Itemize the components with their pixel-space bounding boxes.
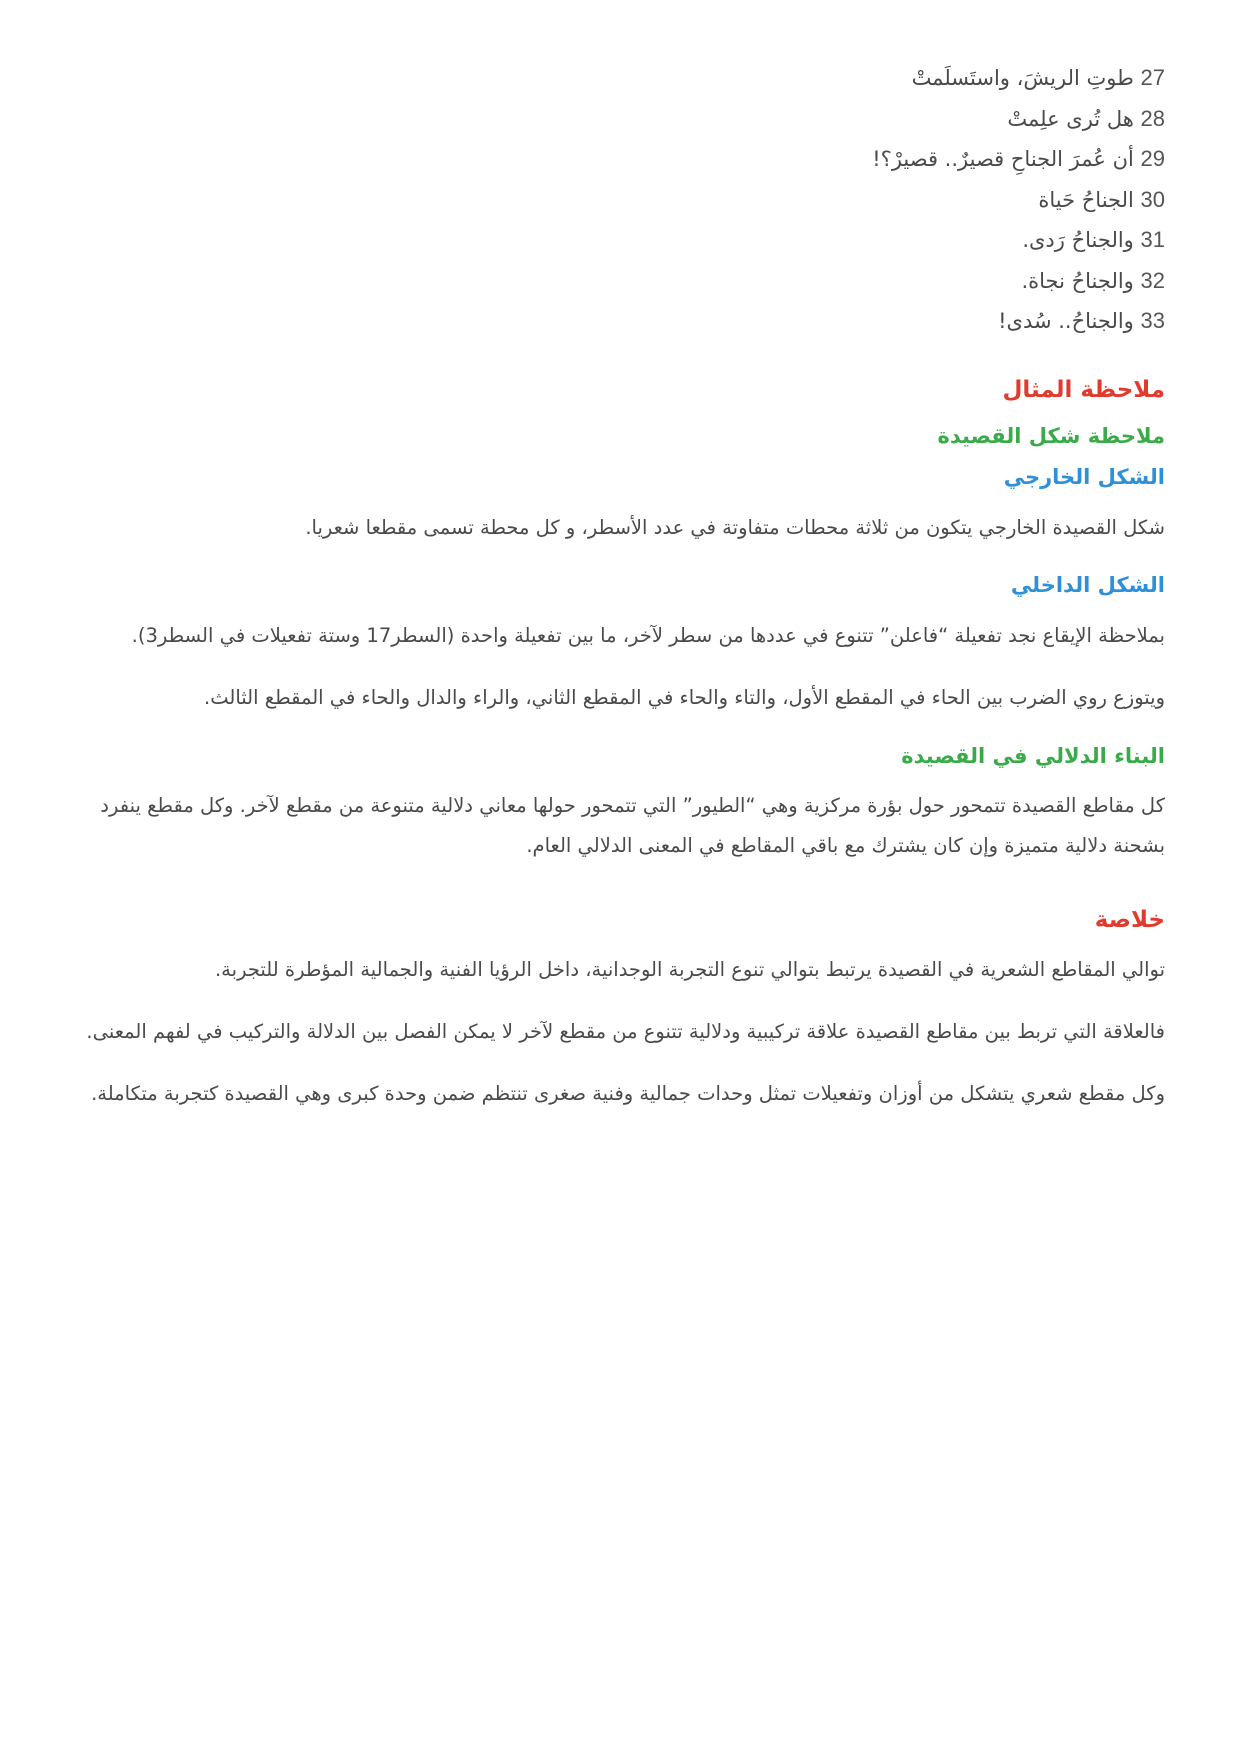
poem-line [73,139,1165,180]
line-number: 33 [1140,308,1165,333]
line-text: هل تُرى علِمتْ [1007,106,1134,131]
paragraph-conclusion-1: توالي المقاطع الشعرية في القصيدة يرتبط بتوالي تنوع التجربة الوجدانية، داخل الرؤيا الفنية والجمالية المؤطرة للتجربة. [214,957,1165,981]
heading-conclusion: خلاصة [1094,906,1165,933]
line-text: الجناحُ حَياة [1038,187,1134,212]
heading-internal-form: الشكل الداخلي [1010,572,1165,597]
line-text: أن عُمرَ الجناحِ قصيرٌ.. قصيرْ؟! [872,147,1134,171]
line-number: 29 [1140,146,1165,171]
poem-line [73,220,1165,261]
poem-line [73,301,1165,342]
heading-example-note: ملاحظة المثال [1002,376,1165,403]
paragraph-conclusion-2: فالعلاقة التي تربط بين مقاطع القصيدة علاقة تركيبية ودلالية تتنوع من مقطع لآخر لا يمكن الفصل بين الدلالة والتركيب في لفهم المعنى. [86,1019,1165,1043]
heading-external-form: الشكل الخارجي [1003,464,1165,489]
paragraph-internal-rhyme: ويتوزع روي الضرب بين الحاء في المقطع الأول، والتاء والحاء في المقطع الثاني، والراء والدال والحاء في المقطع الثالث. [204,685,1165,709]
heading-poem-form: ملاحظة شكل القصيدة [937,423,1165,448]
poem-line [73,261,1165,302]
paragraph-conclusion-3: وكل مقطع شعري يتشكل من أوزان وتفعيلات تمثل وحدات جمالية وفنية صغرى تنتظم ضمن وحدة كبرى وهي القصيدة كتجربة متكاملة. [91,1081,1165,1105]
poem-block [73,58,1165,342]
line-text: والجناحُ نجاة. [1021,268,1134,293]
line-number: 28 [1140,105,1165,131]
line-text: والجناحُ رَدى. [1022,228,1134,252]
line-number: 30 [1140,186,1165,212]
line-number: 27 [1140,65,1165,90]
paragraph-internal-rhythm: بملاحظة الإيقاع نجد تفعيلة “فاعلن” تتنوع في عددها من سطر لآخر، ما بين تفعيلة واحدة (السطر17 وستة تفعيلات في السطر3). [131,623,1165,647]
line-number: 32 [1140,267,1165,293]
line-number: 31 [1140,227,1165,252]
line-text: طوتِ الريشَ، واستَسلَمتْ [911,66,1134,90]
heading-semantic-structure: البناء الدلالي في القصيدة [901,743,1165,768]
paragraph-external-form: شكل القصيدة الخارجي يتكون من ثلاثة محطات متفاوتة في عدد الأسطر، و كل محطة تسمى مقطعا شعريا. [305,515,1165,539]
poem-line [73,58,1165,99]
paragraph-semantic: كل مقاطع القصيدة تتمحور حول بؤرة مركزية وهي “الطيور” التي تتمحور حولها معاني دلالية متنوعة من مقطع لآخر. وكل مقطع ينفرد بشحنة دلالية متميزة وإن كان يشترك مع باقي المقاطع في المعنى الدلالي العام. [100,793,1165,857]
poem-line [73,180,1165,221]
poem-line [73,99,1165,140]
document-page [73,58,1165,1114]
line-text: والجناحُ.. سُدى! [998,309,1134,333]
